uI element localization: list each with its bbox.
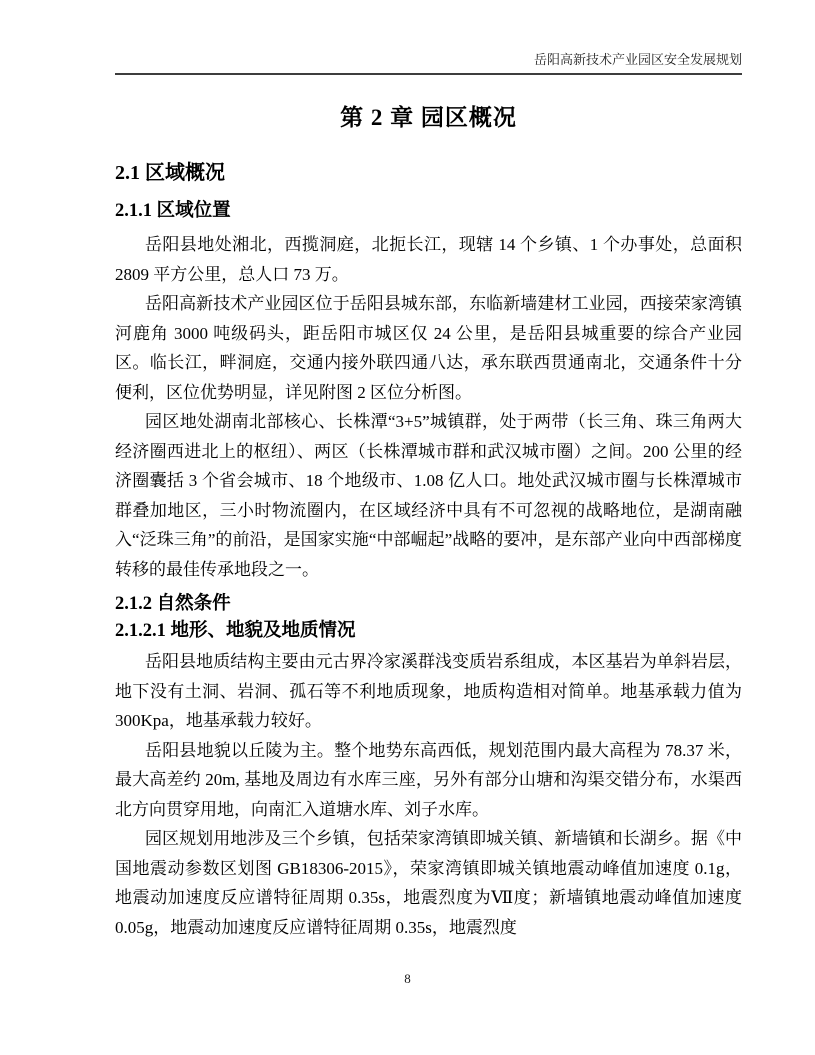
paragraph-park-location: 岳阳高新技术产业园区位于岳阳县城东部，东临新墙建材工业园，西接荣家湾镇河鹿角 3000 吨级码头，距岳阳市城区仅 24 公里，是岳阳县城重要的综合产业园区。临长江，畔洞庭，交通内接外联四通八达，承东联西贯通南北，交通条件十分便利，区位优势明显，详见附图 2 区位分析图。 — [115, 294, 742, 402]
section-heading-2-1-2: 2.1.2 自然条件 — [115, 594, 231, 614]
paragraph-landform: 岳阳县地貌以丘陵为主。整个地势东高西低，规划范围内最大高程为 78.37 米，最大高差约 20m, 基地及周边有水库三座，另外有部分山塘和沟渠交错分布，水渠西北方向贯穿用地，向南汇入道塘水库、刘子水库。 — [115, 740, 742, 819]
section-heading-2-1-1: 2.1.1 区域位置 — [115, 201, 231, 221]
document-body — [115, 88, 742, 942]
header-title: 岳阳高新技术产业园区安全发展规划 — [533, 52, 742, 67]
page-header — [115, 50, 742, 75]
page-footer — [0, 970, 815, 988]
paragraph-county-overview: 岳阳县地处湘北，西揽洞庭，北扼长江，现辖 14 个乡镇、1 个办事处，总面积 2809 平方公里，总人口 73 万。 — [115, 235, 742, 284]
paragraph-seismic: 园区规划用地涉及三个乡镇，包括荣家湾镇即城关镇、新墙镇和长湖乡。据《中国地震动参数区划图 GB18306-2015》，荣家湾镇即城关镇地震动峰值加速度 0.1g，地震动加速度反应谱特征周期 0.35s，地震烈度为Ⅶ度；新墙镇地震动峰值加速度 0.05g，地震动加速度反应谱特征周期 0.35s，地震烈度 — [115, 829, 742, 937]
paragraph-regional-economy: 园区地处湖南北部核心、长株潭“3+5”城镇群，处于两带（长三角、珠三角两大经济圈西进北上的枢纽）、两区（长株潭城市群和武汉城市圈）之间。200 公里的经济圈囊括 3 个省会城市、18 个地级市、1.08 亿人口。地处武汉城市圈与长株潭城市群叠加地区，三小时物流圈内，在区域经济中具有不可忽视的战略地位，是湖南融入“泛珠三角”的前沿，是国家实施“中部崛起”战略的要冲，是东部产业向中西部梯度转移的最佳传承地段之一。 — [115, 412, 742, 579]
page-number: 8 — [404, 971, 411, 986]
chapter-title: 第 2 章 园区概况 — [340, 105, 517, 130]
section-heading-2-1-2-1: 2.1.2.1 地形、地貌及地质情况 — [115, 621, 356, 641]
section-heading-2-1: 2.1 区域概况 — [115, 162, 225, 184]
paragraph-geology: 岳阳县地质结构主要由元古界冷家溪群浅变质岩系组成，本区基岩为单斜岩层，地下没有土洞、岩洞、孤石等不利地质现象，地质构造相对简单。地基承载力值为 300Kpa，地基承载力较好。 — [115, 652, 742, 730]
